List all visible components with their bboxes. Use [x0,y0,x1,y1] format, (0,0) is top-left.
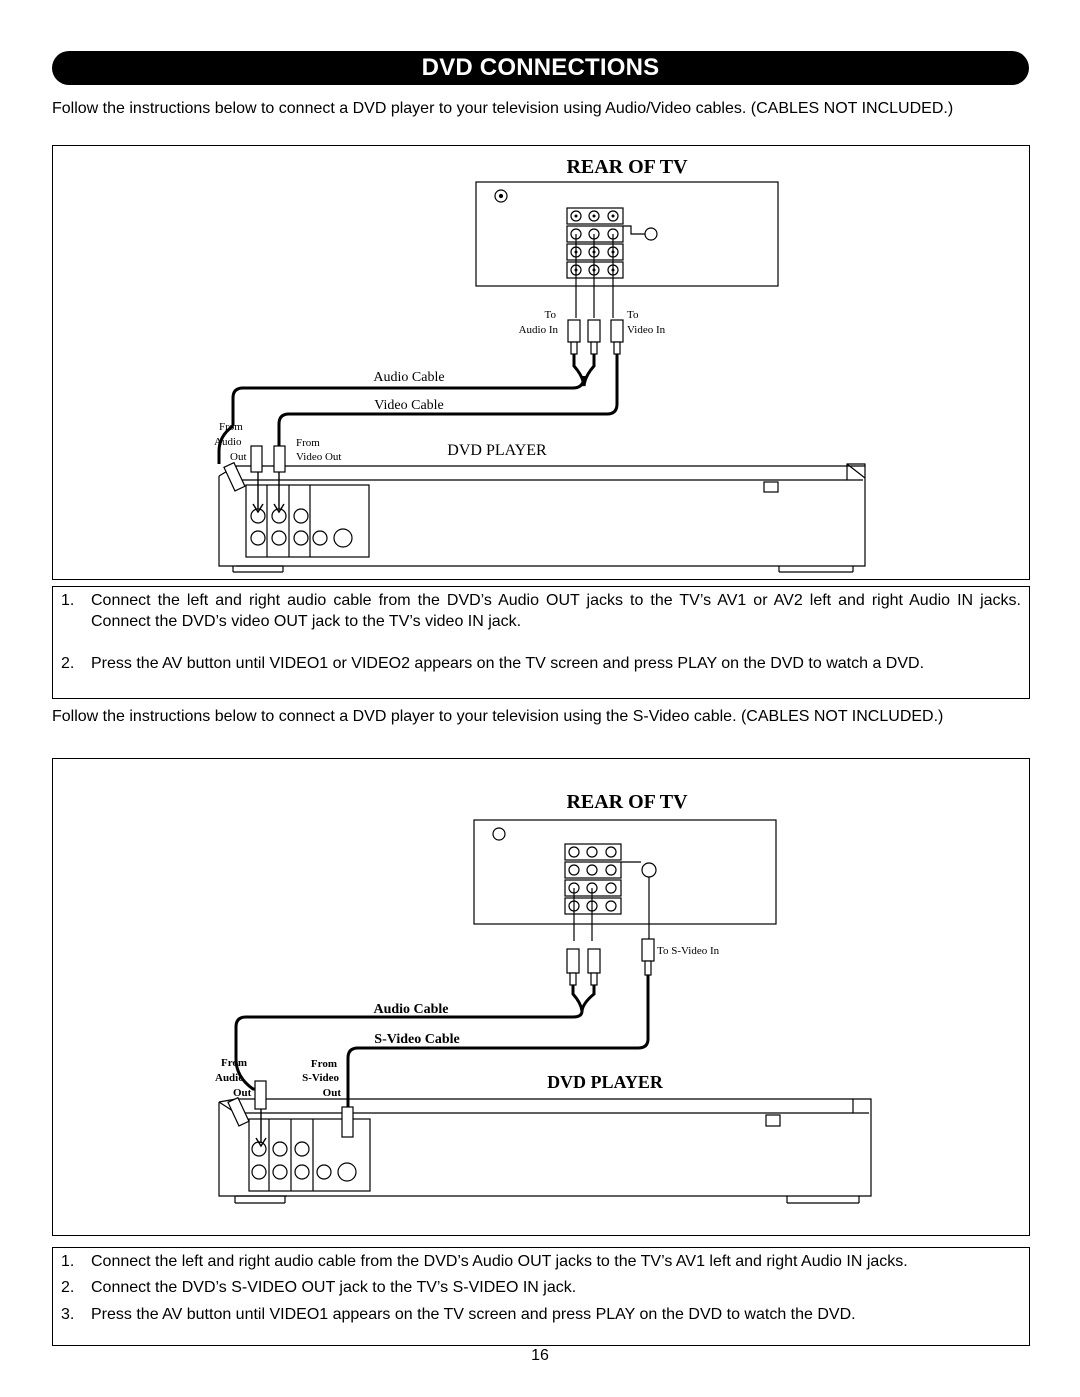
svg-text:To: To [544,309,556,321]
rear-of-tv-label: REAR OF TV [566,791,688,813]
audio-cable-label: Audio Cable [373,370,445,385]
section1-intro: Follow the instructions below to connect a DVD player to your television using Audio/Video cables. (CABLES NOT INCLUDED.) [52,100,954,117]
tv-svideo-jack-icon [642,863,656,877]
rear-of-tv-label: REAR OF TV [566,156,688,178]
svg-text:From: From [219,421,243,433]
svg-text:Audio: Audio [215,1072,244,1084]
section1-steps: 1. Connect the left and right audio cable from the DVD’s Audio OUT jacks to the TV’s AV1 or AV2 left and right Audio IN jacks. Connect the DVD’s video OUT jack to the TV’s video IN jack. 2. Press the AV button until VIDEO1 or VIDEO2 appears on the TV screen and press PLAY on the DVD to watch a DVD. [52,586,1030,699]
page-number: 16 [531,1347,549,1364]
tv-side-plugs [568,320,623,354]
dvd-player-body [219,464,865,572]
svg-text:From: From [310,1058,337,1070]
svg-text:S-Video: S-Video [302,1072,339,1084]
svg-text:To: To [627,309,639,321]
svg-text:Audio In: Audio In [518,324,558,336]
dvd-front-button [764,482,778,492]
section2-diagram-box [52,758,1030,1236]
svg-text:Video Out: Video Out [296,451,342,463]
dvd-player-label: DVD PLAYER [447,442,547,459]
svg-text:From: From [296,437,320,449]
section2-intro: Follow the instructions below to connect a DVD player to your television using the S-Video cable. (CABLES NOT INCLUDED.) [52,708,944,725]
svg-text:Out: Out [233,1087,252,1099]
video-cable-line [279,354,617,446]
tv-rear-panel [476,182,778,286]
tv-rear-panel [474,820,776,924]
video-cable-label: Video Cable [374,398,444,413]
section2-steps: 1. Connect the left and right audio cable from the DVD’s Audio OUT jacks to the TV’s AV1 left and right Audio IN jacks. 2. Connect the DVD’s S-VIDEO OUT jack to the TV’s S-VIDEO IN jack. 3. Press the AV button until VIDEO1 appears on the TV screen and press PLAY on the DVD to watch the DVD. [52,1247,1030,1346]
svideo-cable-label: S-Video Cable [374,1032,460,1047]
dvd-player-label: DVD PLAYER [547,1072,663,1092]
av-connection-diagram [53,146,1029,579]
page-title-banner [52,51,1029,85]
dvd-jack-panel [246,485,369,557]
dvd-player-body [219,1099,871,1203]
page-title: DVD CONNECTIONS [421,54,660,81]
dvd-front-button [766,1115,780,1126]
svg-text:From: From [221,1057,248,1069]
svideo-connection-diagram [53,759,1029,1235]
to-svideo-in-label: To S-Video In [657,945,720,957]
svg-text:Out: Out [322,1087,341,1099]
tv-svideo-jack-icon [645,228,657,240]
svg-text:Video In: Video In [627,324,666,336]
section1-diagram-box [52,145,1030,580]
audio-cable-label: Audio Cable [373,1002,449,1017]
tv-antenna-jack-icon [493,828,505,840]
svg-text:Audio: Audio [214,436,242,448]
svg-text:Out: Out [230,451,247,463]
